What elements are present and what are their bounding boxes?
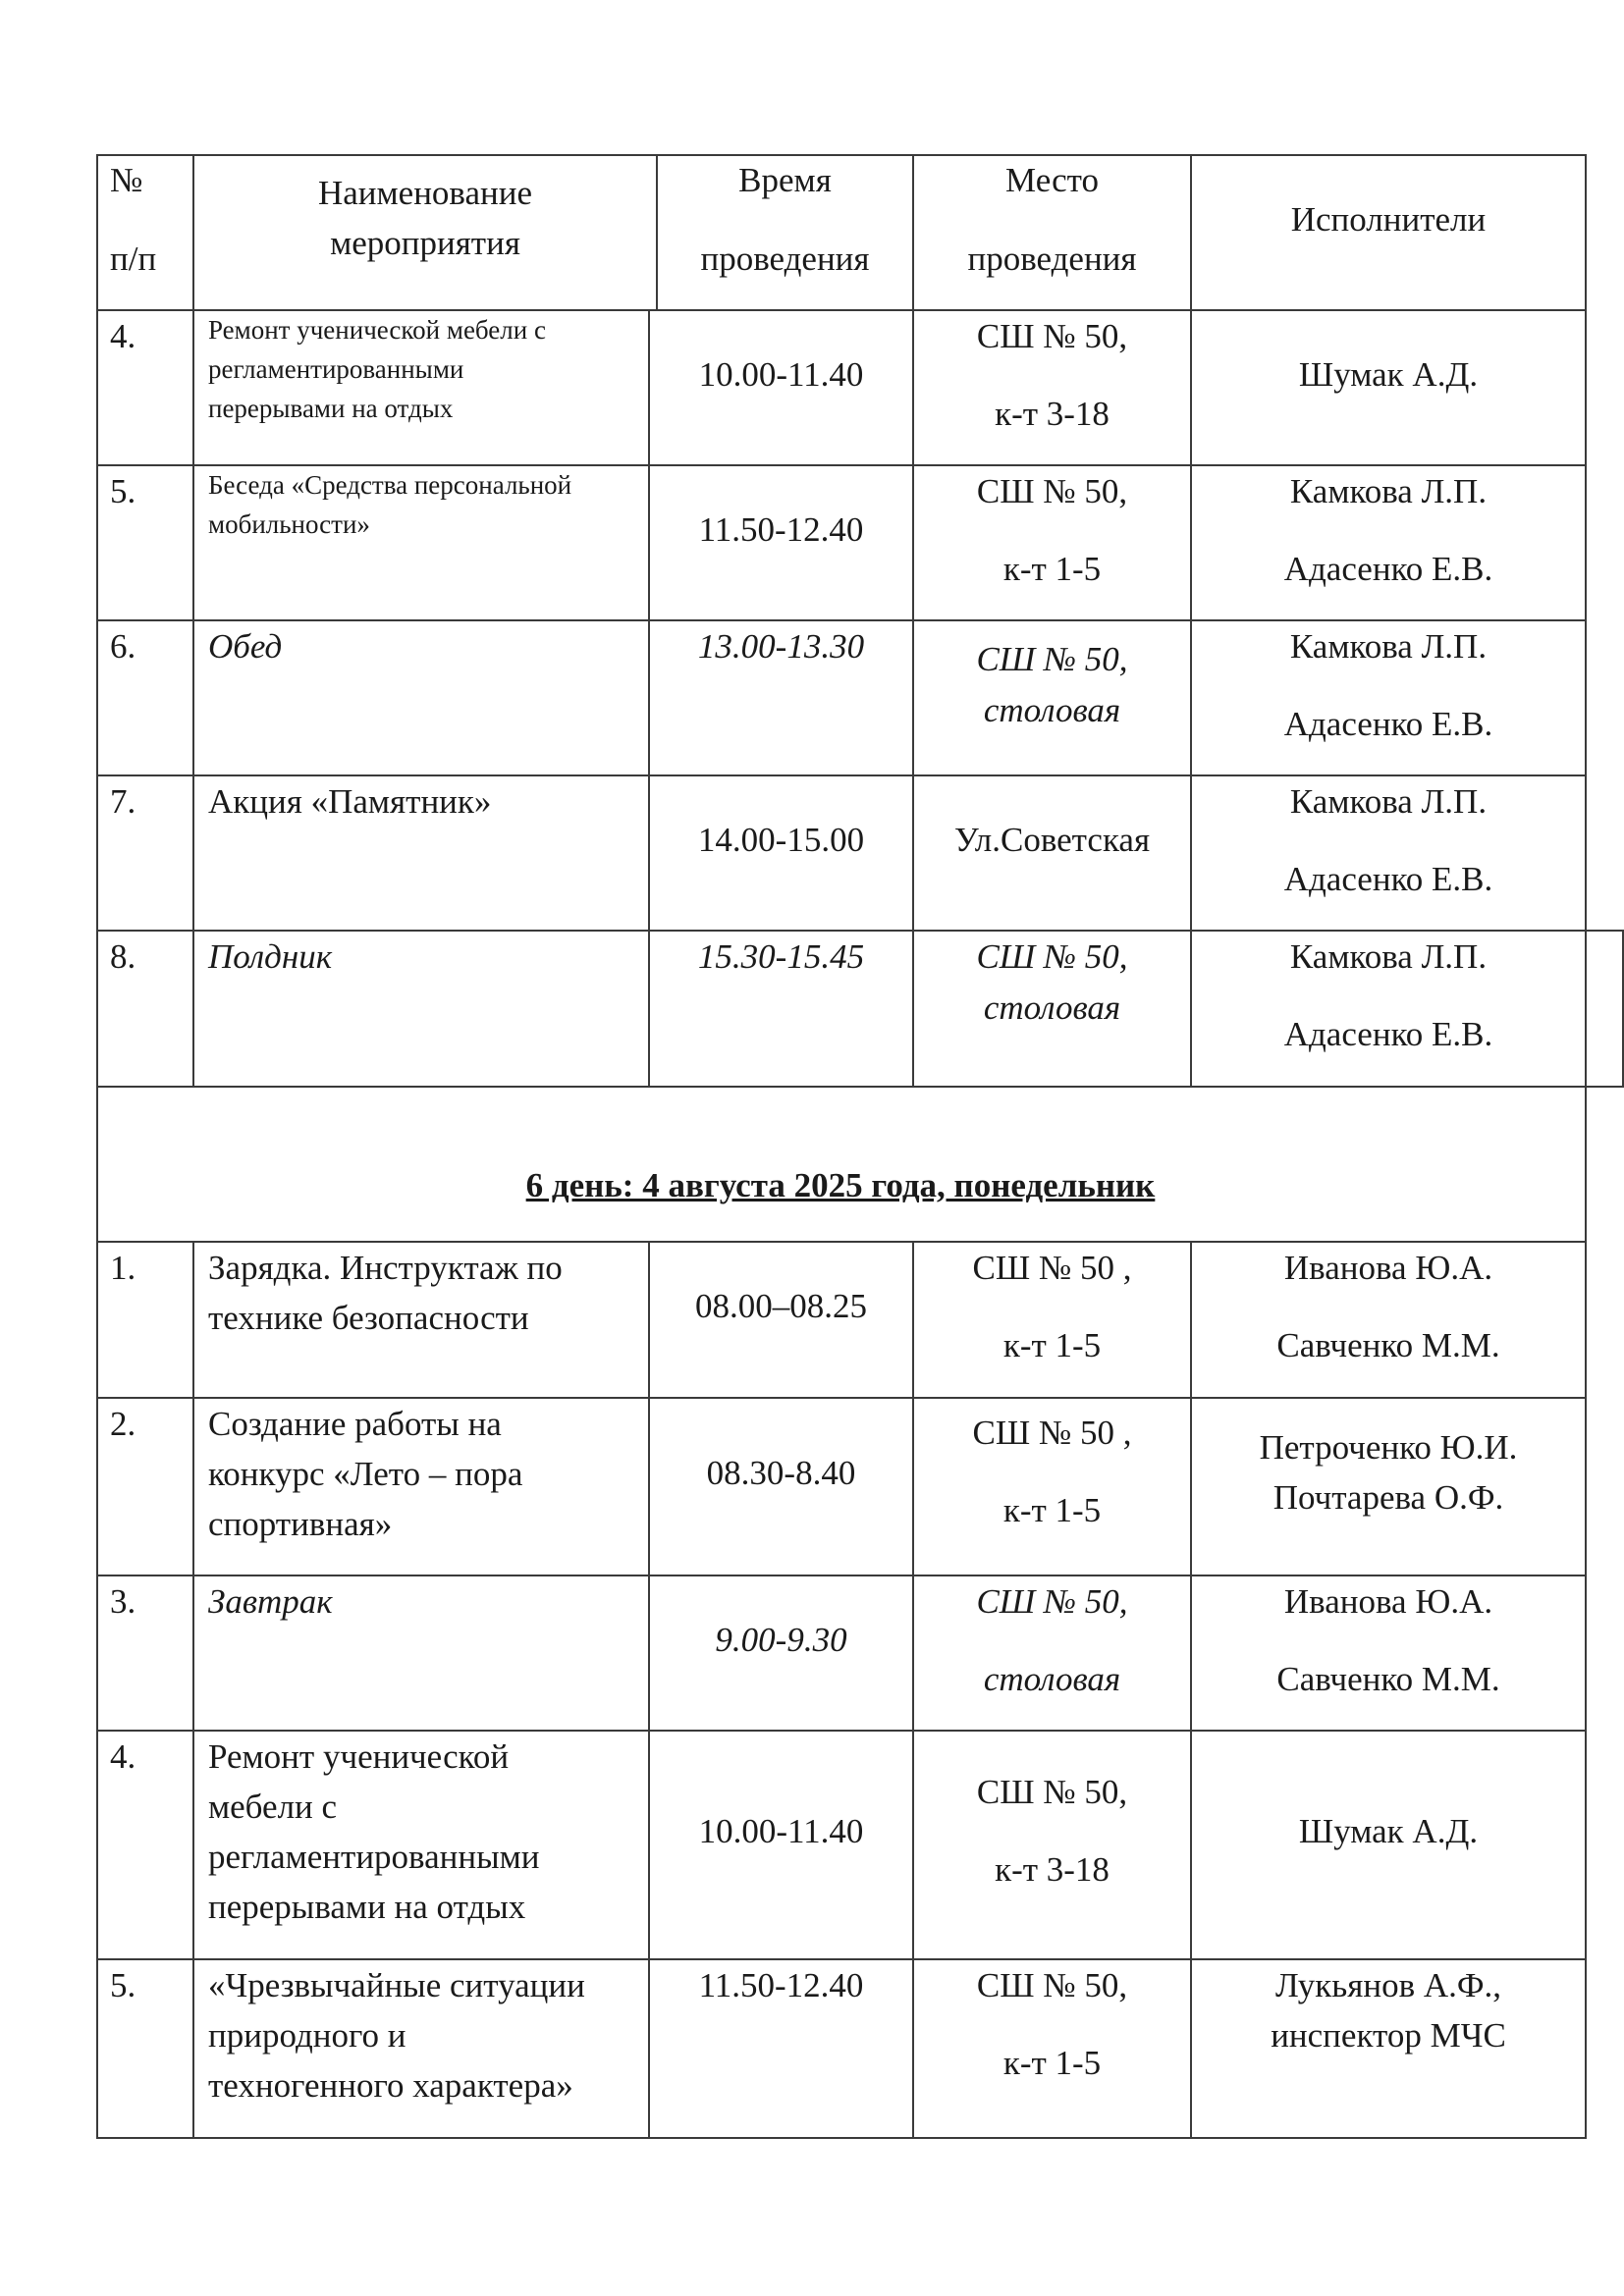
event-place-line: столовая — [983, 988, 1121, 1027]
event-name-line: Полдник — [208, 937, 333, 976]
event-executor: Шумак А.Д. — [1298, 1812, 1479, 1850]
event-executor: инспектор МЧС — [1271, 2016, 1506, 2055]
event-time: 13.00-13.30 — [697, 627, 865, 666]
row-number: 5. — [110, 472, 136, 510]
event-name-line: конкурс «Лето – пора — [208, 1455, 523, 1493]
row-number: 8. — [110, 937, 136, 976]
event-place-line: к-т 1-5 — [1002, 1491, 1102, 1529]
event-place-line: СШ № 50, — [976, 937, 1128, 976]
event-executor: Адасенко Е.В. — [1283, 1015, 1493, 1053]
row-border — [96, 1086, 1624, 1088]
event-name-line: перерывами на отдых — [208, 394, 454, 423]
event-place-line: СШ № 50 , — [972, 1414, 1132, 1452]
event-time: 9.00-9.30 — [715, 1621, 847, 1659]
event-name-line: спортивная» — [208, 1505, 393, 1543]
event-executor: Адасенко Е.В. — [1283, 860, 1493, 898]
event-executor: Адасенко Е.В. — [1283, 550, 1493, 588]
event-time: 14.00-15.00 — [697, 821, 865, 859]
event-name-line: Ремонт ученической — [208, 1737, 510, 1776]
header-name-line2: мероприятия — [330, 224, 520, 262]
event-name-line: Завтрак — [208, 1582, 333, 1621]
row-number: 5. — [110, 1966, 136, 2004]
event-executor: Иванова Ю.А. — [1283, 1582, 1493, 1621]
header-time-line2: проведения — [700, 240, 870, 278]
event-executor: Петроченко Ю.И. — [1259, 1428, 1518, 1467]
event-executor: Савченко М.М. — [1276, 1326, 1500, 1364]
event-executor: Шумак А.Д. — [1298, 355, 1479, 394]
event-executor: Почтарева О.Ф. — [1272, 1478, 1504, 1517]
table-left-border — [96, 154, 98, 2139]
table-right-border — [1585, 154, 1587, 2139]
row-number: 6. — [110, 627, 136, 666]
event-name-line: мебели с — [208, 1788, 338, 1826]
event-place-line: СШ № 50, — [976, 640, 1128, 678]
row-number: 3. — [110, 1582, 136, 1621]
event-place-line: столовая — [983, 691, 1121, 729]
event-time: 08.30-8.40 — [706, 1454, 856, 1492]
event-executor: Лукьянов А.Ф., — [1274, 1966, 1502, 2004]
header-num-label: п/п — [110, 240, 157, 278]
event-name-line: технике безопасности — [208, 1299, 529, 1337]
event-place-line: СШ № 50, — [976, 472, 1128, 510]
event-name-line: Обед — [208, 627, 283, 666]
event-name-line: мобильности» — [208, 509, 370, 539]
event-name-line: «Чрезвычайные ситуации — [208, 1966, 585, 2004]
event-name-line: Зарядка. Инструктаж по — [208, 1249, 563, 1287]
event-time: 10.00-11.40 — [698, 355, 864, 394]
header-executors: Исполнители — [1290, 200, 1487, 239]
event-time: 11.50-12.40 — [698, 1966, 864, 2004]
event-place-line: Ул.Советская — [953, 821, 1151, 859]
event-place-line: столовая — [983, 1660, 1121, 1698]
event-executor: Камкова Л.П. — [1289, 472, 1488, 510]
row-number: 1. — [110, 1249, 136, 1287]
event-name-line: Беседа «Средства персональной — [208, 470, 572, 500]
event-executor: Савченко М.М. — [1276, 1660, 1500, 1698]
header-place-line1: Место — [1005, 161, 1099, 199]
col-divider-num — [192, 1241, 194, 2139]
event-place-line: к-т 1-5 — [1002, 1326, 1102, 1364]
day-title: 6 день: 4 августа 2025 года, понедельник — [525, 1166, 1156, 1204]
header-time-line1: Время — [738, 161, 832, 199]
event-name-line: перерывами на отдых — [208, 1888, 526, 1926]
event-place-line: к-т 1-5 — [1002, 2044, 1102, 2082]
row-number: 4. — [110, 1737, 136, 1776]
col-divider-num — [192, 154, 194, 1088]
event-place-line: СШ № 50, — [976, 317, 1128, 355]
table-bottom-border — [96, 2137, 1587, 2139]
event-time: 08.00–08.25 — [695, 1287, 867, 1325]
event-name-line: техногенного характера» — [208, 2066, 573, 2105]
event-name-line: регламентированными — [208, 354, 464, 384]
event-executor: Камкова Л.П. — [1289, 782, 1488, 821]
event-place-line: СШ № 50 , — [972, 1249, 1132, 1287]
event-name-line: природного и — [208, 2016, 406, 2055]
header-place-line2: проведения — [967, 240, 1137, 278]
event-place-line: к-т 1-5 — [1002, 550, 1102, 588]
event-executor: Камкова Л.П. — [1289, 627, 1488, 666]
event-executor: Адасенко Е.В. — [1283, 705, 1493, 743]
event-time: 10.00-11.40 — [698, 1812, 864, 1850]
event-name-line: Создание работы на — [208, 1405, 502, 1443]
row-number: 2. — [110, 1405, 136, 1443]
event-place-line: СШ № 50, — [976, 1966, 1128, 2004]
event-place-line: к-т 3-18 — [995, 395, 1110, 433]
event-name-line: регламентированными — [208, 1838, 540, 1876]
event-place-line: к-т 3-18 — [995, 1850, 1110, 1889]
event-time: 11.50-12.40 — [698, 510, 864, 549]
event-place-line: СШ № 50, — [976, 1773, 1128, 1811]
event-place-line: СШ № 50, — [976, 1582, 1128, 1621]
event-executor: Иванова Ю.А. — [1283, 1249, 1493, 1287]
row-number: 7. — [110, 782, 136, 821]
event-executor: Камкова Л.П. — [1289, 937, 1488, 976]
header-name-line1: Наименование — [317, 174, 533, 212]
row-number: 4. — [110, 317, 136, 355]
event-time: 15.30-15.45 — [697, 937, 865, 976]
event-name-line: Ремонт ученической мебели с — [208, 315, 546, 345]
header-num-symbol: № — [110, 161, 143, 199]
event-name-line: Акция «Памятник» — [208, 782, 492, 821]
